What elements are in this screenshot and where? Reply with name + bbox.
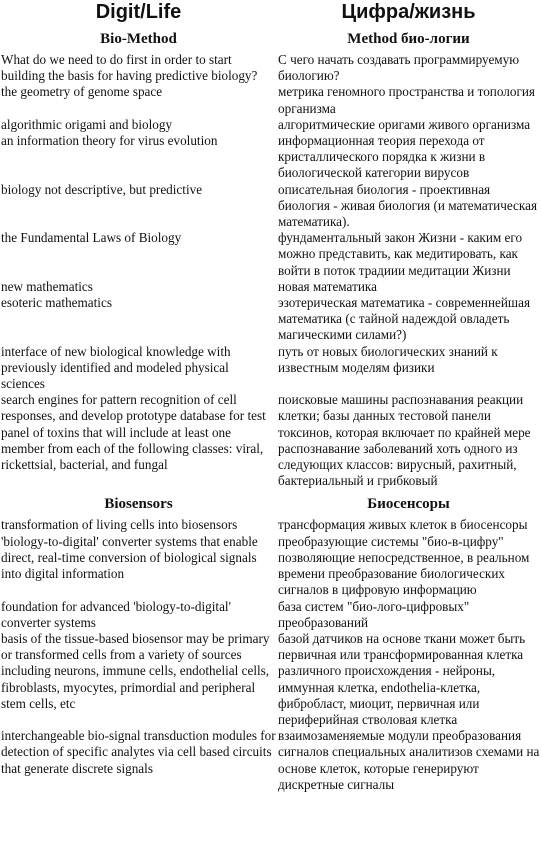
table-row	[0, 84, 540, 116]
cell-en: What do we need to do first in order to start building the basis for having predictive biology?	[1, 52, 258, 84]
cell-ru: новая математика	[278, 278, 377, 294]
cell-en: the Fundamental Laws of Biology	[1, 230, 182, 246]
section-heading-row	[0, 489, 540, 517]
section-heading-row	[0, 28, 540, 52]
cell-en: an information theory for virus evolution	[1, 133, 218, 149]
cell-en: the geometry of genome space	[1, 84, 163, 100]
table-row	[0, 182, 540, 231]
cell-en: search engines for pattern recognition of cell responses, and develop prototype database for test panel of toxins that will include at least one member from each of the following classes: viral, rickettsial, bacterial, and fungal	[1, 392, 266, 473]
cell-ru: алгоритмические оригами живого организма	[278, 116, 531, 132]
section-heading-ru: Биосенсоры	[367, 496, 450, 513]
cell-ru: эзотерическая математика - современнейшая математика (с тайной надеждой овладеть магическими силами?)	[278, 295, 531, 343]
table-row	[0, 599, 540, 631]
table-row	[0, 344, 540, 393]
cell-en: interface of new biological knowledge with previously identified and modeled physical sciences	[1, 343, 231, 392]
title-row	[0, 0, 540, 28]
cell-ru: поисковые машины распознавания реакции клетки; базы данных тестовой панели токсинов, которая включает по крайней мере распознавание заболеваний хоть одного из следующих классов: вирусный, рахитный, бактериальный и грибковый	[278, 392, 531, 489]
cell-en: interchangeable bio-signal transduction modules for detection of specific analytes via cell based circuits that generate discrete signals	[1, 728, 276, 776]
cell-ru: трансформация живых клеток в биосенсоры преобразующие системы "био-в-цифру" позволяющие непосредственное, в реальном времени преобразование биологических сигналов в цифровую информацию	[278, 517, 530, 598]
title-en: Digit/Life	[95, 1, 182, 23]
cell-en: transformation of living cells into biosensors 'biology-to-digital' converter systems that enable direct, real-time conversion of biological signals into digital information	[1, 517, 258, 582]
table-row	[0, 133, 540, 182]
table-row	[0, 517, 540, 598]
section-heading-en: Bio-Method	[100, 31, 177, 47]
cell-ru: взаимозаменяемые модули преобразования сигналов специальных аналитизов схемами на основе клеток, которые генерируют дискретные сигналы	[278, 728, 540, 792]
table-row	[0, 279, 540, 295]
cell-en: algorithmic origami and biology	[1, 116, 173, 132]
cell-en: esoteric mathematics	[1, 295, 112, 311]
cell-ru: база систем "био-лого-цифровых" преобразований	[278, 598, 470, 630]
cell-en: new mathematics	[1, 278, 93, 294]
table-row	[0, 52, 540, 84]
cell-ru: описательная биология - проективная биология - живая биология (и математическая математика).	[278, 181, 538, 230]
table-row	[0, 631, 540, 728]
table-row	[0, 728, 540, 793]
cell-ru: фундаментальный закон Жизни - каким его можно представить, как медитировать, как войти в поток традиии медитации Жизни	[278, 230, 523, 278]
section-heading-ru: Methоd био-логии	[347, 31, 470, 47]
cell-en: basis of the tissue-based biosensor may be primary or transformed cells from a variety of sources including neurons, immune cells, endothelial cells, fibroblasts, myocytes, primordial and peripheral stem cells, etc	[1, 630, 270, 711]
cell-ru: базой датчиков на основе ткани может быть первичная или трансформированная клетка различного происхождения - нейроны, иммунная клетка, endothelia-клетка, фибробласт, миоцит, первичная или периферийная стволовая клетка	[278, 630, 526, 727]
cell-en: biology not descriptive, but predictive	[1, 181, 203, 197]
table-row	[0, 117, 540, 133]
table-row	[0, 295, 540, 344]
cell-ru: путь от новых биологических знаний к известным моделям физики	[278, 343, 498, 375]
table-row	[0, 230, 540, 279]
title-ru: Цифра/жизнь	[341, 1, 476, 23]
table-row	[0, 392, 540, 489]
cell-en: foundation for advanced 'biology-to-digital' converter systems	[1, 598, 231, 630]
cell-ru: С чего начать создавать программируемую биологию?	[278, 52, 520, 84]
cell-ru: метрика геномного пространства и топология организма	[278, 84, 535, 116]
cell-ru: информационная теория перехода от кристаллического порядка к жизни в биологической категории вирусов	[278, 133, 486, 181]
section-heading-en: Biosensors	[104, 496, 173, 513]
